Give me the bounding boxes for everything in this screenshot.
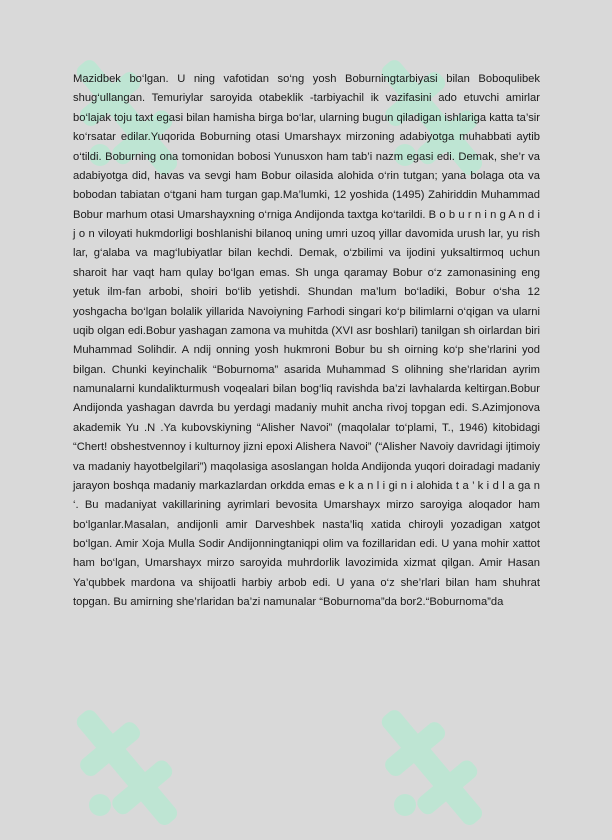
body-paragraph: Mazidbek bo‘lgan. U ning vafotidan so‘ng yosh Boburningtarbiyasi bilan Boboqulibek shug‘ullangan. Temuriylar saroyida otabeklik -tarbiyachil ik vazifasini ado etuvchi amirlar bo‘lajak toju taxt egasi bilan hamisha birga bo‘lar, ularning bugun qiladigan ishlariga katta ta’sir ko‘rsatar edilar.Yuqorida Boburning otasi Umarshayx mirzoning adabiyotga muhabbati aytib o‘tildi. Boburning ona tomonidan bobosi Yunusxon ham tab’i nazm egasi edi. Demak, she’r va adabiyotga did, havas va sevgi ham Bobur oilasida alohida o‘rin tutgan; yana bolaga ota va bobodan tabiatan o‘tgani ham turgan gap.Ma’lumki, 12 yoshida (1495) Zahiriddin Muhammad Bobur marhum otasi Umarshayxning o‘rniga Andijonda taxtga ko‘tarildi. B o b u r n i n g A n d i j o n viloyati hukmdorligi boshlanishi bilanoq uning umri uzoq yillar davomida urush lar, yu rish lar, g‘alaba va mag‘lubiyatlar bilan kechdi. Demak, o‘zbilimi va ijodini yuksaltirmoq uchun sharoit har vaqt ham qulay bo‘lgan emas. Sh unga qaramay Bobur o‘z zamonasining eng yetuk ilm-fan arbobi, shoiri bo‘lib yetishdi. Shundan ma’lum bo‘ladiki, Bobur o‘sha 12 yoshgacha bo‘lgan bolalik yillarida Navoiyning Farhodi singari ko‘p bilimlarni o‘qigan va ularni uqib olgan edi.Bobur yashagan zamona va muhitda (XVI asr boshlari) tanilgan sh oirlardan biri Muhammad Solihdir. A ndij onning yosh hukmroni Bobur bu sh oirning ko‘p she’rlarini yod bilgan. Chunki keyinchalik “Boburnoma” asarida Muhammad S olihning she’rlaridan ayrim namunalarni kundalikturmush voqealari bilan bog‘liq ravishda ba’zi lavhalarda keltirgan.Bobur Andijonda yashagan davrda bu yerdagi madaniy muhit ancha rivoj topgan edi. S.Azimjonova akademik Yu .N .Ya kubovskiyning “Alisher Navoi” (maqolalar to‘plami, T., 1946) kitobidagi “Chert! obshestvennoy i kulturnoy jizni epoxi Alishera Navoi” (“Alisher Navoiy davridagi ijtimoiy va madaniy hayotbelgilari”) maqolasiga asoslangan holda Andijonda yuqori doiradagi madaniy jarayon boshqa madaniy markazlardan orkdda emas e k a n l i gi n i alohida t a ’ k i d l a ga n ‘. Bu madaniyat vakillarining ayrimlari bevosita Umarshayx mirzo saroyiga aloqador ham bo‘lganlar.Masalan, andijonli amir Darveshbek nasta’liq xatida chiroyli yozadigan xatgot bo‘lgan. Amir Xoja Mulla Sodir Andijonningtaniqpi olim va fozillaridan edi. U yana mohir xattot ham bo‘lgan, Umarshayx mirzo saroyida muhrdorlik lavozimida xizmat qilgan. Amir Hasan Ya’qubbek mardona va shijoatli harbiy arbob edi. U yana o‘z she’rlari bilan ham shuhrat topgan. Bu amirning she’rlaridan ba’zi namunalar “Boburnoma”da bor2.“Boburnoma”da <box>73 73 540 609</box>
watermark-logo-icon <box>375 690 495 840</box>
watermark-logo-icon <box>70 690 190 840</box>
